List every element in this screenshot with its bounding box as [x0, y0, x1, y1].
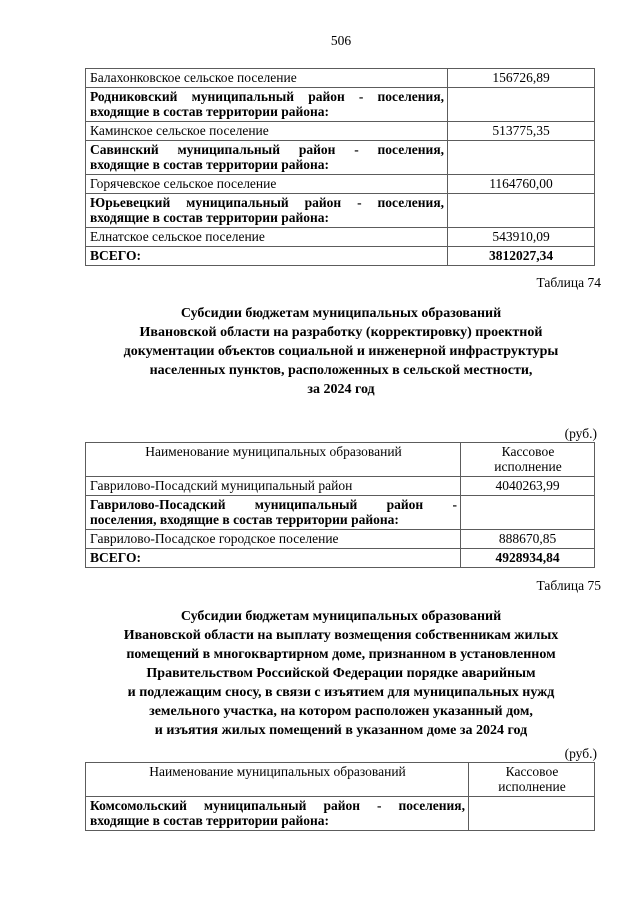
table-group-row	[86, 88, 595, 122]
page-number: 506	[330, 33, 352, 48]
municipality-name-cell: Балахонковское сельское поселение	[86, 69, 448, 88]
table-row	[86, 122, 595, 141]
table-row	[86, 175, 595, 194]
value-cell: 888670,85	[461, 530, 595, 549]
header-execution-text: Кассовое исполнение	[498, 764, 566, 794]
total-value-cell: 3812027,34	[448, 247, 595, 266]
table-75-label: Таблица 75	[536, 578, 601, 593]
table-74-title	[85, 304, 597, 399]
unit-label-rub: (руб.)	[564, 426, 597, 441]
table-group-row	[86, 496, 595, 530]
district-group-cell	[86, 141, 448, 175]
title-line: Субсидии бюджетам муниципальных образований	[180, 609, 502, 624]
title-line: документации объектов социальной и инженерной инфраструктуры	[123, 344, 559, 359]
value-cell: 4040263,99	[461, 477, 595, 496]
group-line-2: входящие в состав территории района:	[90, 813, 330, 828]
district-group-cell	[86, 88, 448, 122]
table-row	[86, 477, 595, 496]
group-line-2: входящие в состав территории района:	[90, 104, 330, 119]
title-line: земельного участка, на котором расположен указанный дом,	[149, 704, 533, 719]
district-group-cell	[86, 797, 469, 831]
group-line-1: Гаврилово-Посадский муниципальный район -	[90, 497, 457, 512]
group-line-1: Юрьевецкий муниципальный район - поселения,	[90, 195, 444, 210]
value-cell-empty	[448, 88, 595, 122]
title-line: Ивановской области на выплату возмещения собственникам жилых	[123, 628, 559, 643]
unit-label-rub: (руб.)	[564, 746, 597, 761]
group-line-2: входящие в состав территории района:	[90, 210, 330, 225]
total-value-cell: 4928934,84	[461, 549, 595, 568]
table-subsidies-continuation	[85, 68, 595, 266]
title-line: населенных пунктов, расположенных в сельской местности,	[149, 363, 533, 378]
title-line: и подлежащим сносу, в связи с изъятием для муниципальных нужд	[127, 685, 555, 700]
header-municipality-cell: Наименование муниципальных образований	[86, 763, 469, 797]
group-line-1: Комсомольский муниципальный район - поселения,	[90, 798, 465, 813]
table-group-row	[86, 194, 595, 228]
table-row	[86, 69, 595, 88]
group-line-1: Родниковский муниципальный район - поселения,	[90, 89, 444, 104]
group-line-2: входящие в состав территории района:	[90, 157, 330, 172]
value-cell: 1164760,00	[448, 175, 595, 194]
header-execution-text: Кассовое исполнение	[494, 444, 562, 474]
value-cell: 156726,89	[448, 69, 595, 88]
municipality-name-cell: Гаврилово-Посадское городское поселение	[86, 530, 461, 549]
header-municipality-cell: Наименование муниципальных образований	[86, 443, 461, 477]
value-cell-empty	[461, 496, 595, 530]
municipality-name-cell: Каминское сельское поселение	[86, 122, 448, 141]
table-total-row	[86, 549, 595, 568]
table-header-row	[86, 443, 595, 477]
table-group-row	[86, 797, 595, 831]
value-cell-empty	[469, 797, 595, 831]
table-74	[85, 442, 595, 568]
title-line: помещений в многоквартирном доме, признанном в установленном	[126, 647, 556, 662]
table-75-title	[85, 607, 597, 740]
municipality-name-cell: Горячевское сельское поселение	[86, 175, 448, 194]
header-execution-cell	[461, 443, 595, 477]
value-cell-empty	[448, 141, 595, 175]
group-line-2: поселения, входящие в состав территории района:	[90, 512, 399, 527]
value-cell: 543910,09	[448, 228, 595, 247]
total-label-cell: ВСЕГО:	[86, 247, 448, 266]
table-74-label: Таблица 74	[536, 275, 601, 290]
municipality-name-cell: Елнатское сельское поселение	[86, 228, 448, 247]
value-cell-empty	[448, 194, 595, 228]
group-line-1: Савинский муниципальный район - поселения,	[90, 142, 444, 157]
header-execution-cell	[469, 763, 595, 797]
title-line: за 2024 год	[307, 382, 375, 397]
title-line: Субсидии бюджетам муниципальных образований	[180, 306, 502, 321]
title-line: Ивановской области на разработку (корректировку) проектной	[139, 325, 543, 340]
table-group-row	[86, 141, 595, 175]
table-total-row	[86, 247, 595, 266]
total-label-cell: ВСЕГО:	[86, 549, 461, 568]
table-row	[86, 228, 595, 247]
district-group-cell	[86, 194, 448, 228]
table-header-row	[86, 763, 595, 797]
title-line: и изъятия жилых помещений в указанном доме за 2024 год	[154, 723, 528, 738]
table-75	[85, 762, 595, 831]
value-cell: 513775,35	[448, 122, 595, 141]
municipality-name-cell: Гаврилово-Посадский муниципальный район	[86, 477, 461, 496]
district-group-cell	[86, 496, 461, 530]
table-row	[86, 530, 595, 549]
title-line: Правительством Российской Федерации порядке аварийным	[146, 666, 536, 681]
